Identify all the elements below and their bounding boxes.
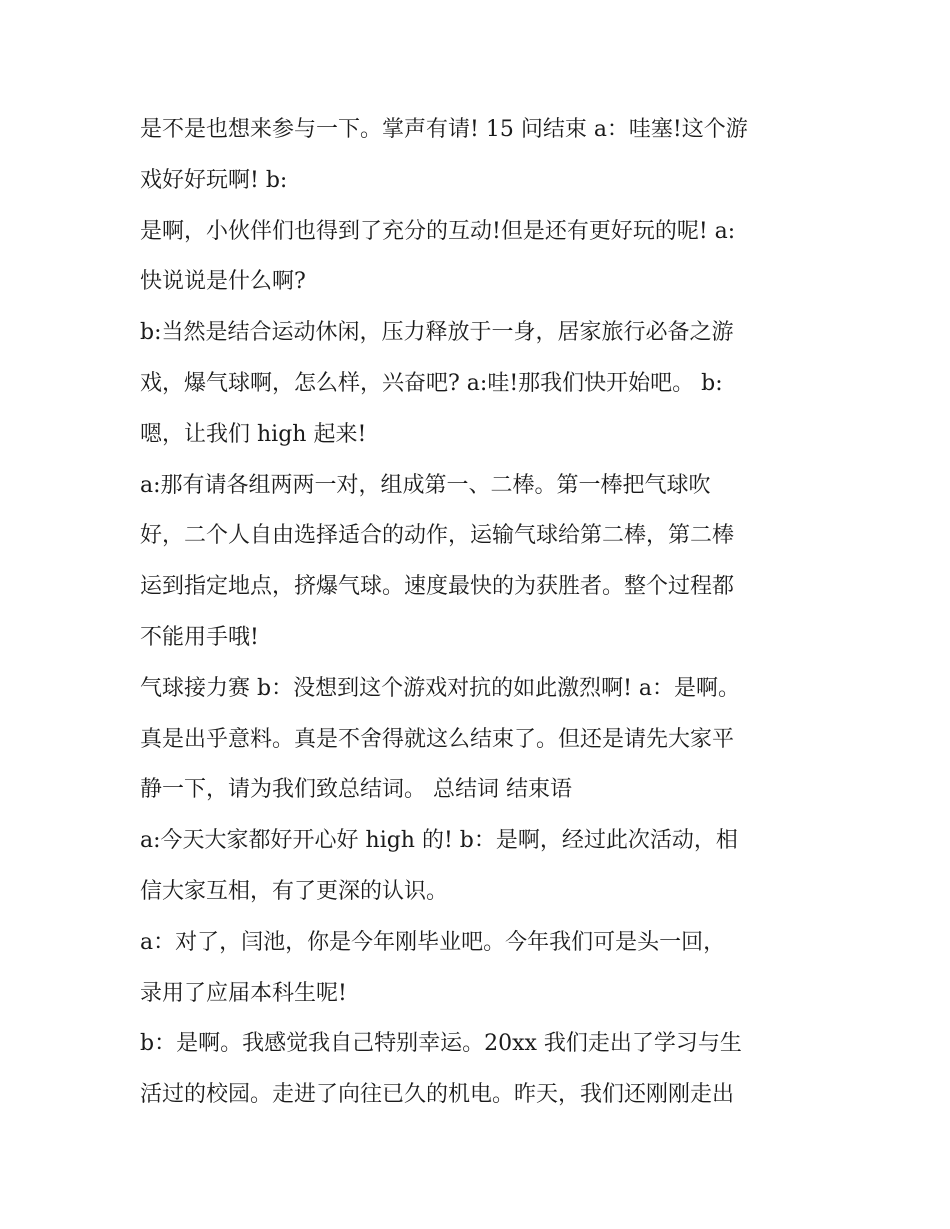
text-line: b：是啊。我感觉我自己特别幸运。20xx 我们走出了学习与生	[140, 1031, 742, 1057]
text-line: 快说说是什么啊?	[140, 269, 306, 295]
text-line: 嗯，让我们 high 起来!	[140, 421, 367, 447]
text-line: 气球接力赛 b：没想到这个游戏对抗的如此激烈啊! a：是啊。	[140, 675, 741, 701]
text-line: 录用了应届本科生呢!	[140, 980, 347, 1006]
text-line: 信大家互相，有了更深的认识。	[140, 878, 449, 904]
text-line: 运到指定地点，挤爆气球。速度最快的为获胜者。整个过程都	[140, 574, 735, 600]
text-line: a:那有请各组两两一对，组成第一、二棒。第一棒把气球吹	[140, 472, 711, 498]
text-line: 是不是也想来参与一下。掌声有请! 15 问结束 a：哇塞!这个游	[140, 117, 748, 142]
text-line: 好，二个人自由选择适合的动作，运输气球给第二棒，第二棒	[140, 523, 735, 549]
text-line: 戏好好玩啊! b:	[140, 167, 288, 193]
text-line: b:当然是结合运动休闲，压力释放于一身，居家旅行必备之游	[140, 320, 734, 346]
text-line: a:今天大家都好开心好 high 的! b：是啊，经过此次活动，相	[140, 828, 738, 854]
text-line: 戏，爆气球啊，怎么样，兴奋吧? a:哇!那我们快开始吧。 b:	[140, 370, 723, 396]
text-line: 活过的校园。走进了向往已久的机电。昨天，我们还刚刚走出	[140, 1082, 735, 1108]
text-line: 不能用手哦!	[140, 624, 259, 650]
text-line: 是啊，小伙伴们也得到了充分的互动!但是还有更好玩的呢! a:	[140, 218, 736, 244]
text-line: 静一下，请为我们致总结词。 总结词 结束语	[140, 777, 572, 803]
body-text	[140, 105, 830, 1121]
text-line: 真是出乎意料。真是不舍得就这么结束了。但还是请先大家平	[140, 726, 735, 752]
text-line: a：对了，闫池，你是今年刚毕业吧。今年我们可是头一回，	[140, 929, 726, 955]
